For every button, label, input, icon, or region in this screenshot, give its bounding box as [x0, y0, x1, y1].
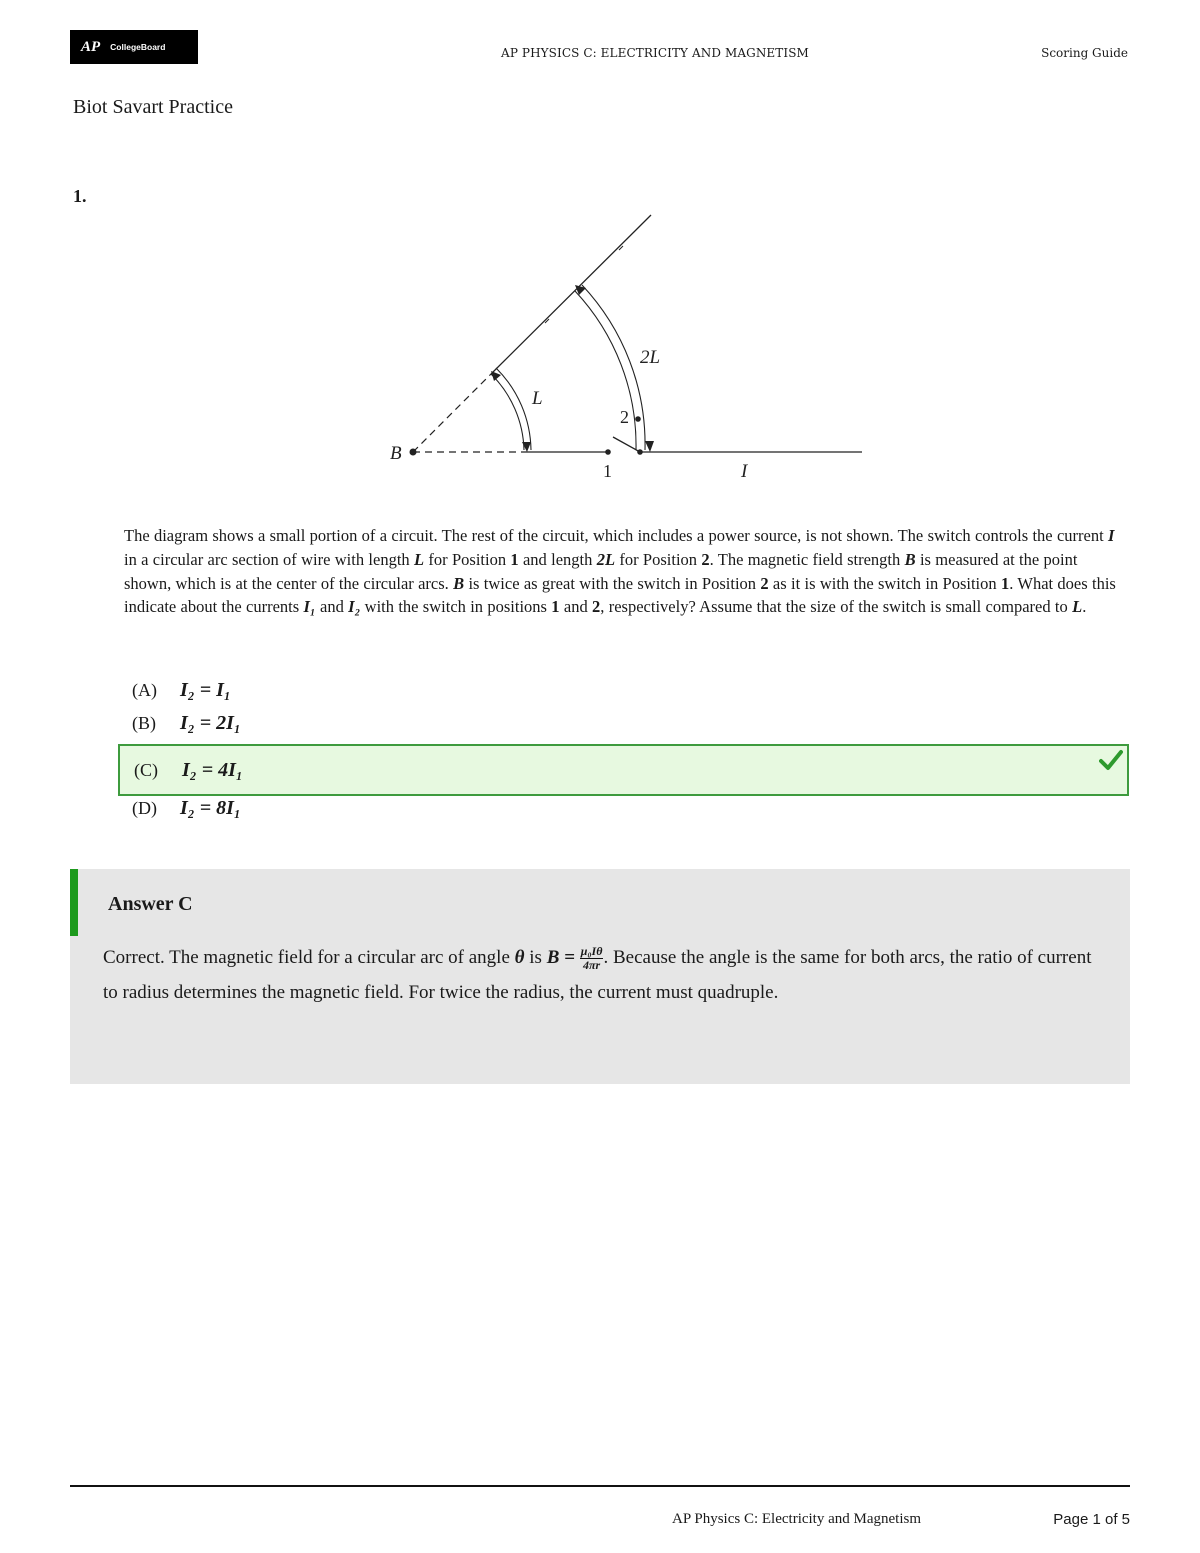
answer-accent-bar: [70, 869, 78, 936]
footer-divider: [70, 1485, 1130, 1487]
page-title: Biot Savart Practice: [73, 96, 233, 118]
label-position-2: 2: [620, 407, 629, 427]
choice-expression: I₂ = 8I₁: [180, 796, 241, 819]
footer-page-number: Page 1 of 5: [1053, 1511, 1130, 1528]
var-theta: θ: [514, 947, 525, 968]
choice-letter: (A): [132, 679, 157, 700]
var-b: B: [453, 573, 465, 593]
answer-text: . Because the angle is the same for both arcs, the ratio of current to radius determines the magnetic field. For twice the radius, the current must quadruple.: [103, 947, 1092, 1003]
header-guide: Scoring Guide: [1041, 46, 1128, 60]
stem-text: . The magnetic field strength: [709, 549, 905, 569]
label-l: L: [532, 388, 543, 409]
choice-letter: (C): [134, 759, 158, 780]
num-2: 2: [760, 573, 769, 593]
num-1: 1: [1000, 573, 1010, 593]
choice-letter: (D): [132, 797, 157, 818]
num-1: 1: [551, 597, 560, 617]
var-l: L: [413, 549, 425, 569]
stem-text: as it is with the switch in Position: [768, 573, 1001, 593]
label-position-1: 1: [603, 461, 612, 481]
arc-l-inner: [496, 368, 531, 450]
formula-fraction: [580, 945, 604, 972]
stem-text: and: [315, 597, 349, 617]
answer-text: is: [524, 947, 547, 968]
choice-letter: (B): [132, 712, 156, 733]
point-b-dot: [410, 449, 417, 456]
formula-lhs: B =: [546, 947, 580, 968]
label-2l: 2L: [640, 347, 661, 368]
fraction-denominator: 4πr: [582, 958, 601, 973]
var-i2: I₂: [348, 597, 361, 617]
stem-text: . What does this indicate about the currents: [124, 573, 1116, 617]
question-stem: [124, 524, 1128, 619]
stem-text: in a circular arc section of wire with length: [124, 549, 414, 569]
label-current-i: I: [741, 461, 748, 482]
var-i1: I₁: [303, 597, 316, 617]
stem-text: , respectively? Assume that the size of the switch is small compared to: [600, 597, 1073, 617]
ap-collegeboard-logo: [70, 30, 198, 64]
answer-title: Answer C: [108, 893, 193, 915]
stem-text: for Position: [424, 549, 511, 569]
header-course: AP PHYSICS C: ELECTRICITY AND MAGNETISM: [501, 46, 809, 60]
var-2l: 2L: [596, 549, 616, 569]
choice-expression: I₂ = 2I₁: [180, 711, 241, 734]
question-number: 1.: [73, 186, 87, 206]
footer-course: AP Physics C: Electricity and Magnetism: [672, 1511, 922, 1527]
num-1: 1: [510, 549, 519, 569]
answer-explanation: [103, 940, 1103, 1010]
checkmark-icon: [1099, 749, 1123, 771]
switch-pivot-dot: [637, 449, 643, 455]
dashed-diagonal-line: [413, 374, 491, 452]
fraction-numerator: μ₀Iθ: [580, 944, 603, 959]
stem-text: and length: [518, 549, 597, 569]
choice-expression: I₂ = 4I₁: [182, 758, 243, 781]
stem-text: for Position: [615, 549, 702, 569]
circuit-diagram: [370, 205, 870, 490]
num-2: 2: [592, 597, 601, 617]
wire-diagonal: [491, 215, 651, 374]
answer-text: Correct. The magnetic field for a circular arc of angle: [103, 947, 515, 968]
var-i: I: [1108, 526, 1115, 545]
stem-text: .: [1082, 597, 1087, 617]
choice-expression: I₂ = I₁: [180, 678, 231, 701]
logo-ap-text: AP: [81, 38, 101, 55]
choice-d[interactable]: [118, 784, 1129, 832]
stem-text: with the switch in positions: [360, 597, 552, 617]
label-b: B: [390, 443, 402, 464]
position-2-dot: [635, 416, 641, 422]
var-b: B: [904, 549, 916, 569]
stem-text: is twice as great with the switch in Position: [464, 573, 761, 593]
position-1-dot: [605, 449, 611, 455]
stem-text: and: [559, 597, 593, 617]
choice-b[interactable]: [118, 699, 1129, 747]
stem-text: The diagram shows a small portion of a circuit. The rest of the circuit, which includes a power source, is not shown. The switch controls the current: [124, 526, 1108, 545]
arc-l: [491, 374, 524, 450]
stem-text: is measured at the point shown, which is at the center of the circular arcs.: [124, 549, 1078, 593]
logo-brand-text: CollegeBoard: [110, 42, 166, 52]
arc-2l-arrowhead-bottom: [645, 441, 654, 452]
var-l: L: [1072, 597, 1083, 617]
num-2: 2: [701, 549, 710, 569]
